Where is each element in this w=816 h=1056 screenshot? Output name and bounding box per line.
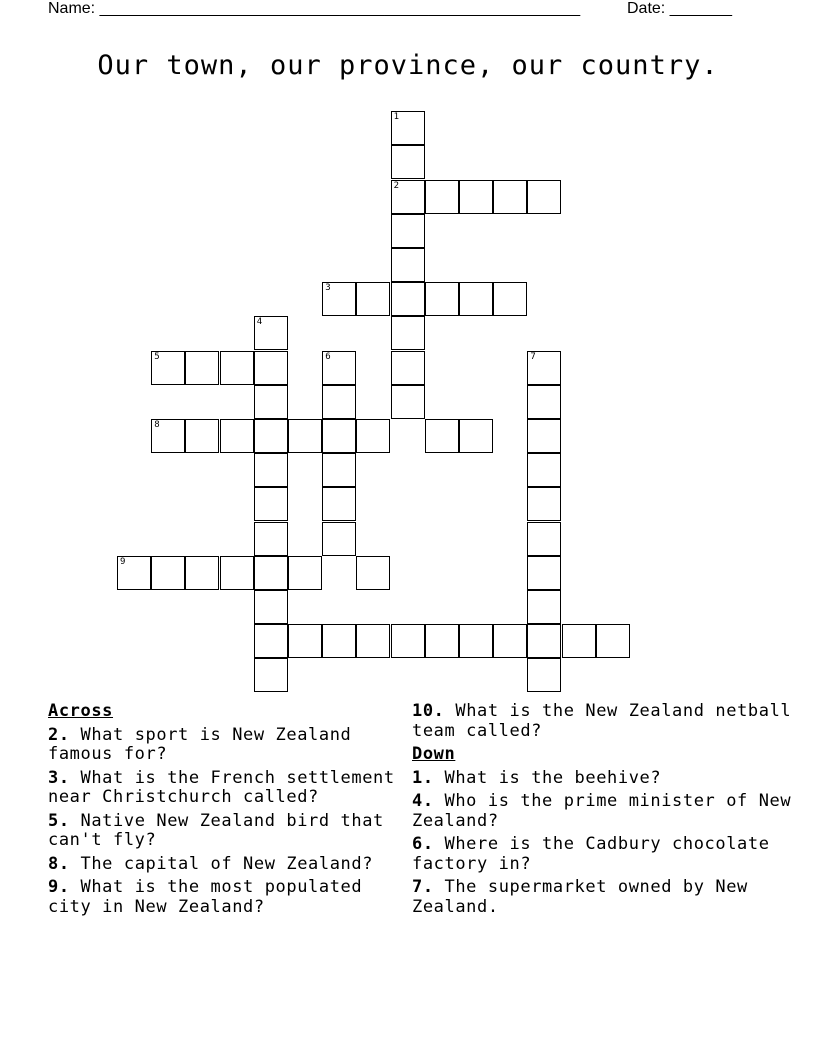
across-clue-10 (412, 702, 792, 741)
crossword-cell[interactable] (254, 556, 288, 590)
clue-number: 8. (48, 853, 70, 874)
clue-text: Native New Zealand bird that can't fly? (48, 810, 384, 850)
crossword-cell[interactable] (425, 282, 459, 316)
across-clue-8 (48, 855, 408, 875)
clue-text: Who is the prime minister of New Zealand? (412, 791, 792, 831)
clue-text: What is the New Zealand netball team called? (412, 701, 792, 741)
crossword-cell[interactable] (356, 282, 390, 316)
crossword-cell[interactable] (391, 145, 425, 179)
crossword-cell[interactable] (493, 282, 527, 316)
clue-number: 2. (48, 724, 70, 745)
crossword-cell[interactable] (254, 590, 288, 624)
name-field-label: Name: ______________________________________________________ (48, 0, 581, 17)
clue-column-left (48, 702, 408, 921)
crossword-cell[interactable] (391, 180, 425, 214)
cell-number: 5 (154, 351, 160, 362)
cell-number: 9 (120, 556, 126, 567)
crossword-cell[interactable] (527, 351, 561, 385)
across-clue-2 (48, 726, 408, 765)
crossword-cell[interactable] (322, 624, 356, 658)
crossword-cell[interactable] (527, 556, 561, 590)
crossword-cell[interactable] (356, 624, 390, 658)
clue-text: The capital of New Zealand? (80, 853, 374, 874)
crossword-cell[interactable] (254, 522, 288, 556)
crossword-cell[interactable] (288, 624, 322, 658)
crossword-cell[interactable] (527, 590, 561, 624)
crossword-cell[interactable] (459, 624, 493, 658)
crossword-cell[interactable] (220, 556, 254, 590)
crossword-cell[interactable] (391, 385, 425, 419)
crossword-cell[interactable] (322, 385, 356, 419)
crossword-cell[interactable] (527, 453, 561, 487)
clue-text: The supermarket owned by New Zealand. (412, 877, 748, 917)
crossword-cell[interactable] (459, 180, 493, 214)
crossword-cell[interactable] (254, 351, 288, 385)
crossword-cell[interactable] (151, 419, 185, 453)
crossword-cell[interactable] (322, 487, 356, 521)
crossword-cell[interactable] (562, 624, 596, 658)
cell-number: 2 (393, 180, 400, 191)
cell-number: 7 (530, 351, 536, 362)
crossword-cell[interactable] (493, 624, 527, 658)
crossword-cell[interactable] (527, 522, 561, 556)
cell-number: 4 (256, 317, 263, 328)
down-clue-6 (412, 835, 792, 874)
clue-column-right (412, 702, 792, 921)
crossword-cell[interactable] (391, 214, 425, 248)
crossword-cell[interactable] (459, 282, 493, 316)
crossword-cell[interactable] (459, 419, 493, 453)
crossword-cell[interactable] (322, 351, 356, 385)
crossword-cell[interactable] (527, 658, 561, 692)
crossword-cell[interactable] (254, 453, 288, 487)
clue-number: 7. (412, 877, 434, 897)
clue-number: 1. (412, 767, 434, 788)
crossword-cell[interactable] (425, 180, 459, 214)
crossword-cell[interactable] (254, 487, 288, 521)
date-field-label: Date: _______ (627, 0, 732, 17)
clue-number: 5. (48, 810, 70, 831)
crossword-cell[interactable] (527, 624, 561, 658)
crossword-cell[interactable] (185, 351, 219, 385)
crossword-cell[interactable] (220, 419, 254, 453)
crossword-cell[interactable] (391, 248, 425, 282)
page-title: Our town, our province, our country. (97, 50, 719, 81)
crossword-cell[interactable] (322, 282, 356, 316)
crossword-cell[interactable] (391, 316, 425, 350)
crossword-cell[interactable] (356, 419, 390, 453)
crossword-cell[interactable] (288, 556, 322, 590)
clue-text: What is the most populated city in New Zealand? (48, 877, 363, 917)
crossword-cell[interactable] (527, 385, 561, 419)
clue-number: 4. (412, 791, 434, 811)
crossword-cell[interactable] (322, 522, 356, 556)
across-clue-9 (48, 878, 408, 917)
crossword-cell[interactable] (391, 624, 425, 658)
crossword-cell[interactable] (220, 351, 254, 385)
crossword-cell[interactable] (254, 316, 288, 350)
crossword-cell[interactable] (322, 419, 356, 453)
crossword-cell[interactable] (254, 624, 288, 658)
crossword-cell[interactable] (356, 556, 390, 590)
clue-text: Where is the Cadbury chocolate factory in? (412, 834, 770, 874)
across-clue-5 (48, 812, 408, 851)
crossword-cell[interactable] (493, 180, 527, 214)
crossword-cell[interactable] (151, 556, 185, 590)
crossword-cell[interactable] (391, 351, 425, 385)
crossword-cell[interactable] (527, 487, 561, 521)
crossword-cell[interactable] (425, 624, 459, 658)
down-clue-7 (412, 878, 792, 917)
down-heading: Down (412, 744, 456, 764)
clue-text: What is the beehive? (444, 767, 662, 788)
cell-number: 3 (325, 283, 331, 294)
crossword-cell[interactable] (391, 111, 425, 145)
crossword-cell[interactable] (185, 556, 219, 590)
cell-number: 6 (325, 351, 331, 362)
crossword-cell[interactable] (117, 556, 151, 590)
crossword-cell[interactable] (322, 453, 356, 487)
crossword-cell[interactable] (151, 351, 185, 385)
clue-number: 10. (412, 701, 445, 721)
clue-text: What sport is New Zealand famous for? (48, 724, 352, 764)
across-clue-3 (48, 769, 408, 808)
crossword-cell[interactable] (425, 419, 459, 453)
clue-number: 9. (48, 877, 70, 897)
cell-number: 8 (154, 419, 160, 430)
crossword-cell[interactable] (254, 385, 288, 419)
down-clue-4 (412, 792, 792, 831)
crossword-cell[interactable] (527, 419, 561, 453)
across-heading: Across (48, 701, 114, 721)
crossword-cell[interactable] (254, 419, 288, 453)
clue-number: 6. (412, 834, 434, 854)
crossword-cell[interactable] (288, 419, 322, 453)
crossword-cell[interactable] (596, 624, 630, 658)
crossword-cell[interactable] (185, 419, 219, 453)
down-clue-1 (412, 769, 792, 789)
cell-number: 1 (393, 112, 400, 123)
crossword-cell[interactable] (254, 658, 288, 692)
clue-number: 3. (48, 767, 70, 788)
clue-text: What is the French settlement near Christchurch called? (48, 767, 395, 807)
crossword-cell[interactable] (527, 180, 561, 214)
crossword-cell[interactable] (391, 282, 425, 316)
